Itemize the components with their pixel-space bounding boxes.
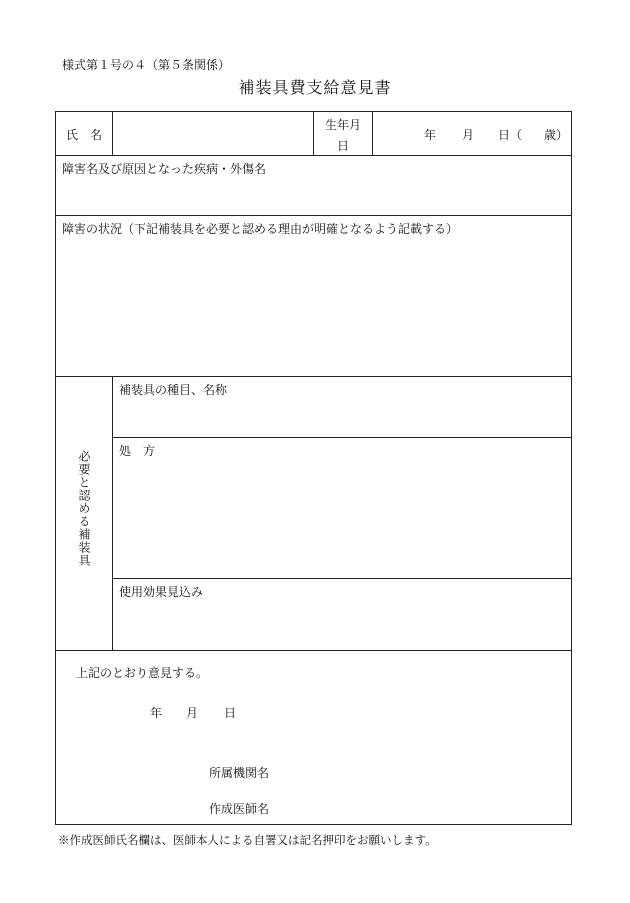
row-divider	[55, 650, 572, 651]
device-type-field[interactable]	[116, 398, 570, 435]
disease-field[interactable]	[58, 176, 570, 213]
row-divider	[112, 437, 572, 438]
institution-field[interactable]	[280, 758, 565, 782]
expected-effect-field[interactable]	[116, 600, 570, 648]
expected-effect-label: 使用効果見込み	[119, 585, 204, 599]
age-label: 歳）	[544, 128, 569, 142]
row-divider	[55, 215, 572, 216]
form-number: 様式第１号の４（第５条関係）	[62, 58, 231, 72]
prescription-label: 処 方	[119, 444, 156, 458]
prescription-field[interactable]	[116, 460, 570, 576]
col-divider	[372, 111, 373, 155]
col-divider	[313, 111, 314, 155]
birth-year-label: 年	[424, 128, 437, 142]
birth-day-label: 日（	[498, 128, 523, 142]
opinion-month-label: 月	[186, 706, 199, 720]
col-divider	[112, 111, 113, 155]
status-field[interactable]	[58, 238, 570, 374]
opinion-year-label: 年	[150, 706, 163, 720]
disease-label: 障害名及び原因となった疾病・外傷名	[62, 162, 267, 176]
necessary-device-label: 必要と認める補装具	[77, 450, 91, 567]
opinion-day-label: 日	[224, 706, 237, 720]
footnote: ※作成医師氏名欄は、医師本人による自署又は記名押印をお願いします。	[58, 833, 437, 847]
opinion-statement: 上記のとおり意見する。	[76, 666, 209, 680]
status-label: 障害の状況（下記補装具を必要と認める理由が明確となるよう記載する）	[62, 222, 459, 236]
row-divider	[112, 578, 572, 579]
row-divider	[55, 376, 572, 377]
doctor-label: 作成医師名	[209, 802, 270, 816]
birth-month-label: 月	[462, 128, 475, 142]
birthdate-label-day: 日	[337, 139, 350, 153]
birthdate-label: 生年月	[325, 118, 362, 132]
name-field[interactable]	[116, 114, 310, 152]
row-divider	[55, 155, 572, 156]
device-type-label: 補装具の種目、名称	[119, 383, 228, 397]
col-divider	[112, 376, 113, 650]
name-label: 氏 名	[66, 128, 103, 142]
institution-label: 所属機関名	[209, 766, 270, 780]
doctor-field[interactable]	[280, 794, 565, 818]
page-title: 補装具費支給意見書	[238, 78, 392, 97]
